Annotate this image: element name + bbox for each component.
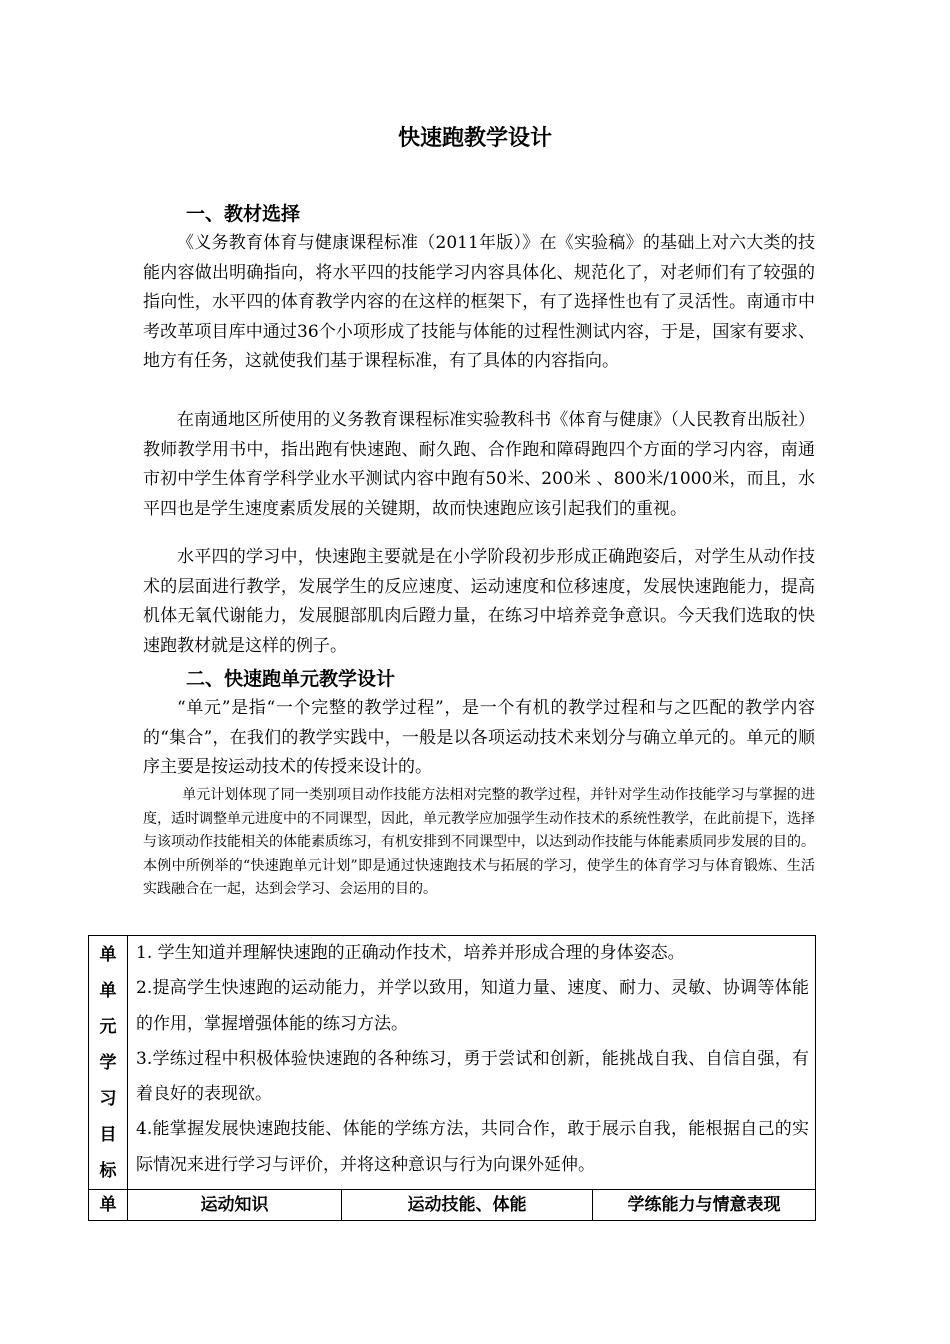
unit-goals-content <box>128 936 816 1190</box>
label-char: 学 <box>99 1053 117 1073</box>
goal-item: 3.学练过程中积极体验快速跑的各种练习，勇于尝试和创新，能挑战自我、自信自强，有着良好的表现欲。 <box>136 1048 810 1105</box>
section-heading-material: 一、教材选择 <box>186 203 301 225</box>
label-char: 标 <box>99 1161 117 1181</box>
unit-column-label: 单 <box>89 1190 128 1221</box>
goal-item: 1. 学生知道并理解快速跑的正确动作技术，培养并形成合理的身体姿态。 <box>136 943 685 963</box>
column-header-skills: 运动技能、体能 <box>342 1190 593 1221</box>
unit-goals-label <box>89 936 128 1190</box>
label-char: 习 <box>99 1089 117 1109</box>
label-char: 目 <box>99 1125 117 1145</box>
paragraph-level-four: 水平四的学习中，快速跑主要就是在小学阶段初步形成正确跑姿后，对学生从动作技术的层面进行教学，发展学生的反应速度、运动速度和位移速度，发展快速跑能力，提高机体无氧代谢能力，发展腿部肌肉后蹬力量，在练习中培养竞争意识。今天我们选取的快速跑教材就是这样的例子。 <box>143 547 815 656</box>
section-heading-unit-design: 二、快速跑单元教学设计 <box>186 668 396 690</box>
document-title: 快速跑教学设计 <box>397 126 552 151</box>
table-header-row <box>89 1190 816 1221</box>
column-header-ability: 学练能力与情意表现 <box>593 1190 816 1221</box>
column-header-knowledge: 运动知识 <box>128 1190 342 1221</box>
unit-goals-row <box>89 936 816 1190</box>
paragraph-unit-definition: “单元”是指“一个完整的教学过程”，是一个有机的教学过程和与之匹配的教学内容的“集合”，在我们的教学实践中，一般是以各项运动技术来划分与确立单元的。单元的顺序主要是按运动技术的传授来设计的。 <box>143 698 815 777</box>
label-char: 单 <box>99 981 117 1001</box>
paragraph-standard: 《义务教育体育与健康课程标准（2011年版）》在《实验稿》的基础上对六大类的技能内容做出明确指向，将水平四的技能学习内容具体化、规范化了，对老师们有了较强的指向性，水平四的体育教学内容的在这样的框架下，有了选择性也有了灵活性。南通市中考改革项目库中通过36个小项形成了技能与体能的过程性测试内容，于是，国家有要求、地方有任务，这就使我们基于课程标准，有了具体的内容指向。 <box>143 233 815 371</box>
goal-item: 2.提高学生快速跑的运动能力，并学以致用，知道力量、速度、耐力、灵敏、协调等体能的作用，掌握增强体能的练习方法。 <box>136 978 810 1034</box>
goal-item: 4.能掌握发展快速跑技能、体能的学练方法，共同合作，敢于展示自我，能根据自己的实际情况来进行学习与评价，并将这种意识与行为向课外延伸。 <box>136 1119 810 1175</box>
label-char: 元 <box>99 1017 117 1037</box>
unit-plan-table <box>88 935 816 1221</box>
paragraph-unit-plan: 单元计划体现了同一类别项目动作技能方法相对完整的教学过程，并针对学生动作技能学习与掌握的进度，适时调整单元进度中的不同课型，因此，单元教学应加强学生动作技术的系统性教学，在此前提下，选择与该项动作技能相关的体能素质练习，有机安排到不同课型中，以达到动作技能与体能素质同步发展的目的。本例中所例举的“快速跑单元计划”即是通过快速跑技术与拓展的学习，使学生的体育学习与体育锻炼、生活实践融合在一起，达到会学习、会运用的目的。 <box>143 787 815 897</box>
paragraph-textbook: 在南通地区所使用的义务教育课程标准实验教科书《体育与健康》（人民教育出版社）教师教学用书中，指出跑有快速跑、耐久跑、合作跑和障碍跑四个方面的学习内容，南通市初中学生体育学科学业水平测试内容中跑有50米、200米 、800米/1000米，而且，水平四也是学生速度素质发展的关键期，故而快速跑应该引起我们的重视。 <box>143 410 815 519</box>
label-char: 单 <box>99 945 117 965</box>
